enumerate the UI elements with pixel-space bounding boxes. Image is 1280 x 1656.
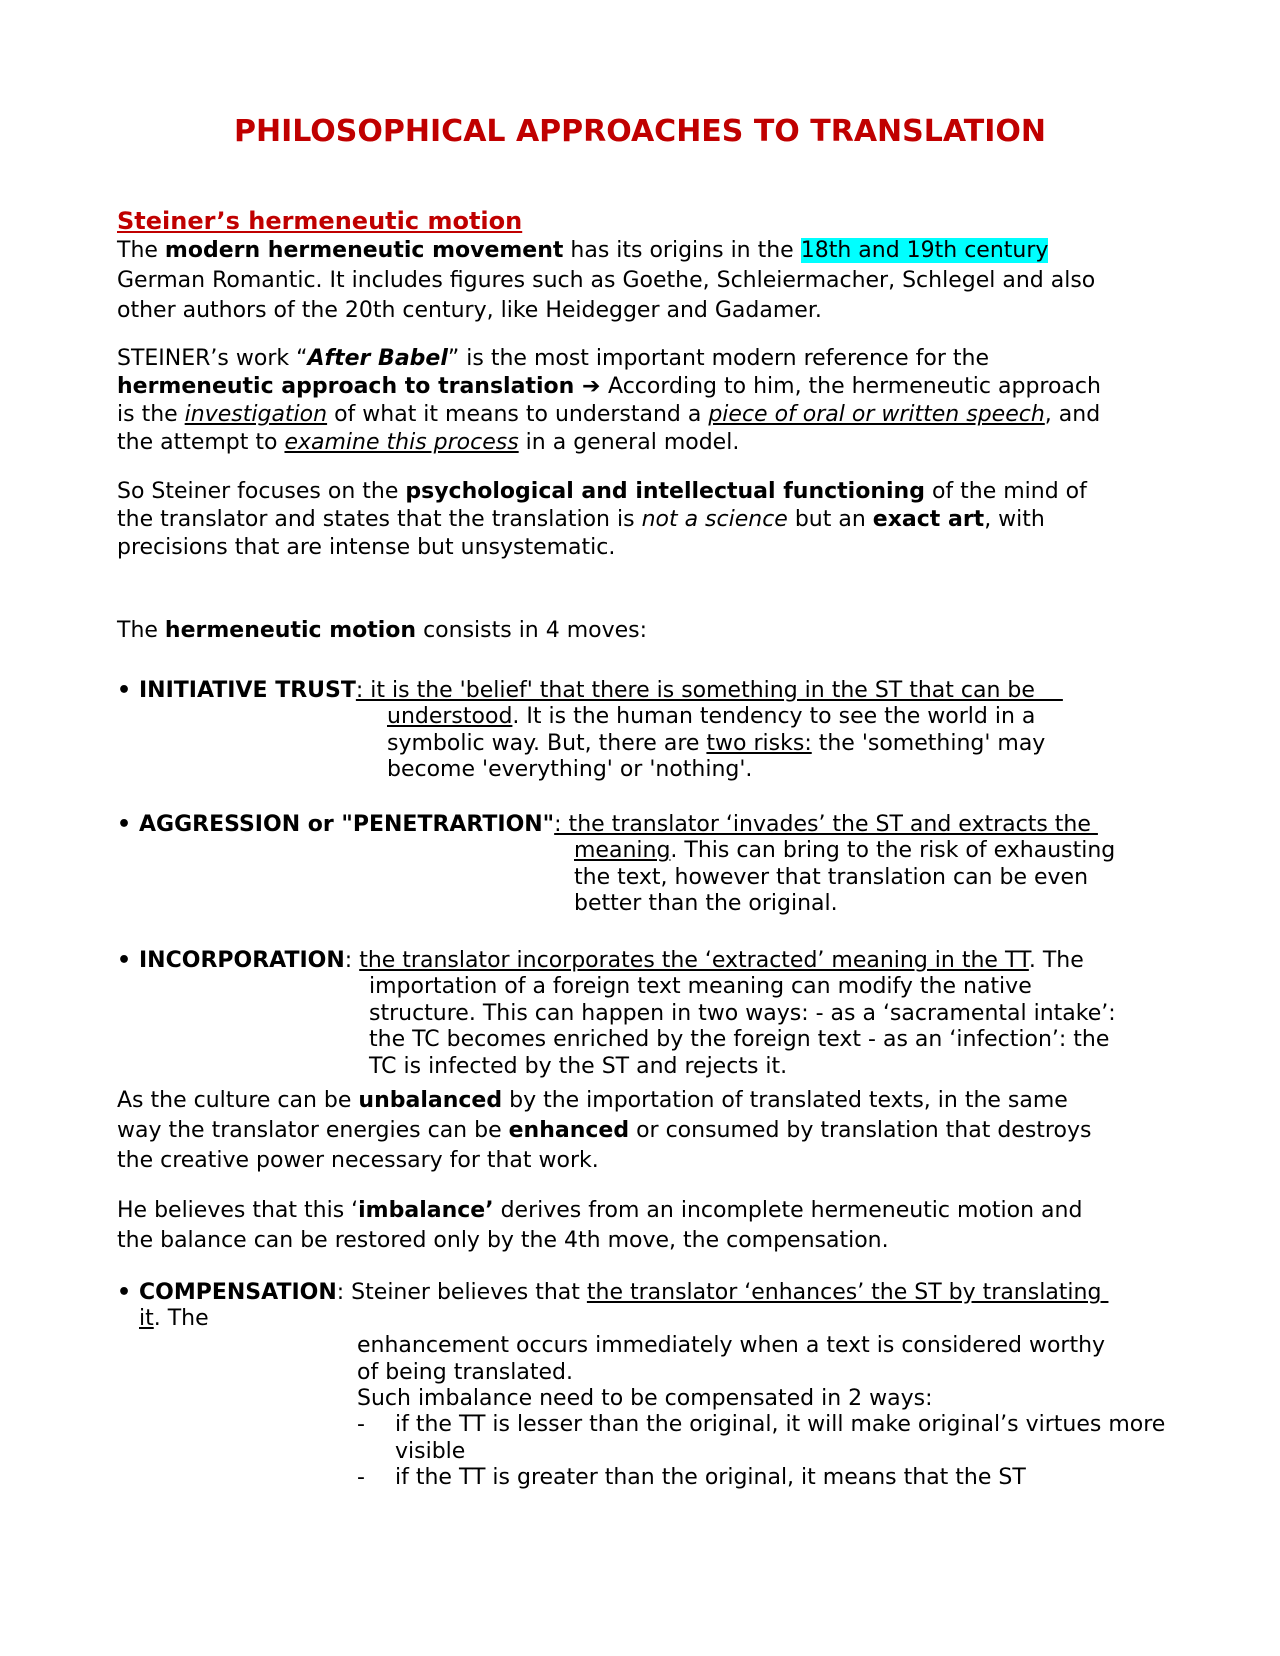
arrow-icon: ➔	[574, 374, 609, 399]
bullet-icon: •	[117, 948, 132, 973]
underlined-text: meaning	[574, 838, 671, 863]
bold-text: enhanced	[508, 1118, 630, 1143]
text-line: structure. This can happen in two ways: - as a ‘sacramental intake’:	[369, 1000, 1116, 1026]
paragraph-four-moves	[117, 616, 1197, 646]
bold-text: imbalance’	[358, 1198, 494, 1223]
text: : Steiner believes that	[336, 1280, 587, 1305]
text: symbolic way. But, there are	[387, 730, 707, 756]
text: but an	[787, 507, 873, 532]
text: As the culture can be	[117, 1088, 359, 1113]
text: has its origins in the	[563, 238, 801, 263]
text: the translator and states that the translation is	[117, 507, 642, 532]
bold-text: modern hermeneutic movement	[164, 238, 564, 263]
bold-text: psychological and intellectual functioning	[405, 479, 925, 504]
paragraph-after-babel	[117, 345, 1197, 457]
text: consists in 4 moves:	[416, 618, 648, 643]
text-line: the creative power necessary for that work.	[117, 1148, 599, 1173]
text: . It is the human tendency to see the world in a	[512, 704, 1036, 729]
text: The	[117, 618, 165, 643]
text: in a general model.	[518, 430, 740, 455]
text: . This can bring to the risk of exhausting	[670, 838, 1116, 863]
text: by the importation of translated texts, in the same	[502, 1088, 1068, 1113]
bullet-icon: •	[117, 812, 132, 837]
italic-text: not a science	[641, 507, 788, 532]
text: According to him, the hermeneutic approach	[608, 374, 1101, 399]
text: of the mind of	[924, 479, 1087, 504]
paragraph-unbalanced	[117, 1086, 1197, 1176]
text-line: enhancement occurs immediately when a text is considered worthy	[357, 1333, 1106, 1358]
dash-icon: -	[357, 1465, 365, 1490]
text-line: visible	[395, 1438, 466, 1464]
text-line: Such imbalance need to be compensated in 2 ways:	[357, 1386, 933, 1411]
paragraph-origins	[117, 236, 1197, 326]
dash-icon: -	[357, 1412, 365, 1437]
emphasis-text: examine this process	[284, 430, 519, 455]
text: The	[117, 238, 165, 263]
text: , with	[984, 507, 1045, 532]
text: way the translator energies can be	[117, 1118, 509, 1143]
text: of what it means to understand a	[327, 402, 709, 427]
text-line: the TC becomes enriched by the foreign text - as an ‘infection’: the	[369, 1027, 1110, 1052]
text-line: German Romantic. It includes figures such as Goethe, Schleiermacher, Schlegel and also	[117, 268, 1096, 293]
move-label: COMPENSATION	[139, 1280, 337, 1305]
text: the 'something' may	[811, 730, 1046, 756]
text: He believes that this ‘	[117, 1198, 359, 1223]
book-title: After Babel	[307, 346, 448, 371]
text-line: of being translated.	[357, 1359, 573, 1385]
underlined-text: the translator incorporates the ‘extracted’ meaning in the TT	[359, 948, 1029, 973]
paragraph-imbalance	[117, 1196, 1197, 1256]
text: derives from an incomplete hermeneutic motion and	[493, 1198, 1083, 1223]
text: . The	[1028, 948, 1084, 973]
bold-text: hermeneutic approach to translation	[117, 374, 575, 399]
move-label: AGGRESSION or "PENETRARTION"	[139, 812, 555, 837]
text-line: if the TT is greater than the original, it means that the ST	[395, 1465, 1026, 1490]
text: , and	[1044, 402, 1101, 427]
text-line: the balance can be restored only by the 4th move, the compensation.	[117, 1228, 889, 1253]
emphasis-text: investigation	[184, 402, 328, 427]
page-title: PHILOSOPHICAL APPROACHES TO TRANSLATION	[234, 114, 1046, 149]
text: STEINER’s work “	[117, 346, 308, 371]
paragraph-steiner-focus	[117, 478, 1197, 562]
text-line: precisions that are intense but unsystematic.	[117, 535, 616, 560]
text: . The	[153, 1306, 209, 1331]
text: ” is the most important modern reference for the	[447, 346, 989, 371]
bold-text: unbalanced	[358, 1088, 503, 1113]
bullet-icon: •	[117, 678, 132, 703]
text-line: TC is infected by the ST and rejects it.	[369, 1053, 788, 1079]
text: :	[344, 948, 360, 973]
text-line: other authors of the 20th century, like Heidegger and Gadamer.	[117, 298, 822, 323]
text-line: the text, however that translation can be even	[574, 864, 1089, 890]
text: is the	[117, 402, 185, 427]
underlined-text: it	[139, 1306, 154, 1331]
move-label: INCORPORATION	[139, 948, 345, 973]
text: So Steiner focuses on the	[117, 479, 406, 504]
bold-text: exact art	[872, 507, 985, 532]
underlined-text: two risks:	[706, 730, 812, 756]
move-label: INITIATIVE TRUST	[139, 678, 356, 703]
underlined-text: : the translator ‘invades’ the ST and extracts the	[554, 812, 1098, 837]
highlighted-text: 18th and 19th century	[800, 238, 1049, 263]
emphasis-text: piece of oral or written speech	[708, 402, 1045, 427]
underlined-text: : it is the 'belief' that there is something in the ST that can be	[355, 678, 1063, 703]
text: the attempt to	[117, 430, 285, 455]
section-heading: Steiner’s hermeneutic motion	[117, 207, 523, 235]
text-line: importation of a foreign text meaning can modify the native	[369, 974, 1032, 999]
text-line: better than the original.	[574, 891, 838, 916]
text-line: if the TT is lesser than the original, it will make original’s virtues more	[395, 1412, 1166, 1437]
underlined-text: the translator ‘enhances’ the ST by translating	[586, 1280, 1109, 1305]
bullet-icon: •	[117, 1280, 132, 1305]
text: or consumed by translation that destroys	[629, 1118, 1092, 1143]
underlined-text: understood	[387, 704, 513, 729]
bold-text: hermeneutic motion	[164, 618, 417, 643]
text-line: become 'everything' or 'nothing'.	[387, 757, 753, 782]
